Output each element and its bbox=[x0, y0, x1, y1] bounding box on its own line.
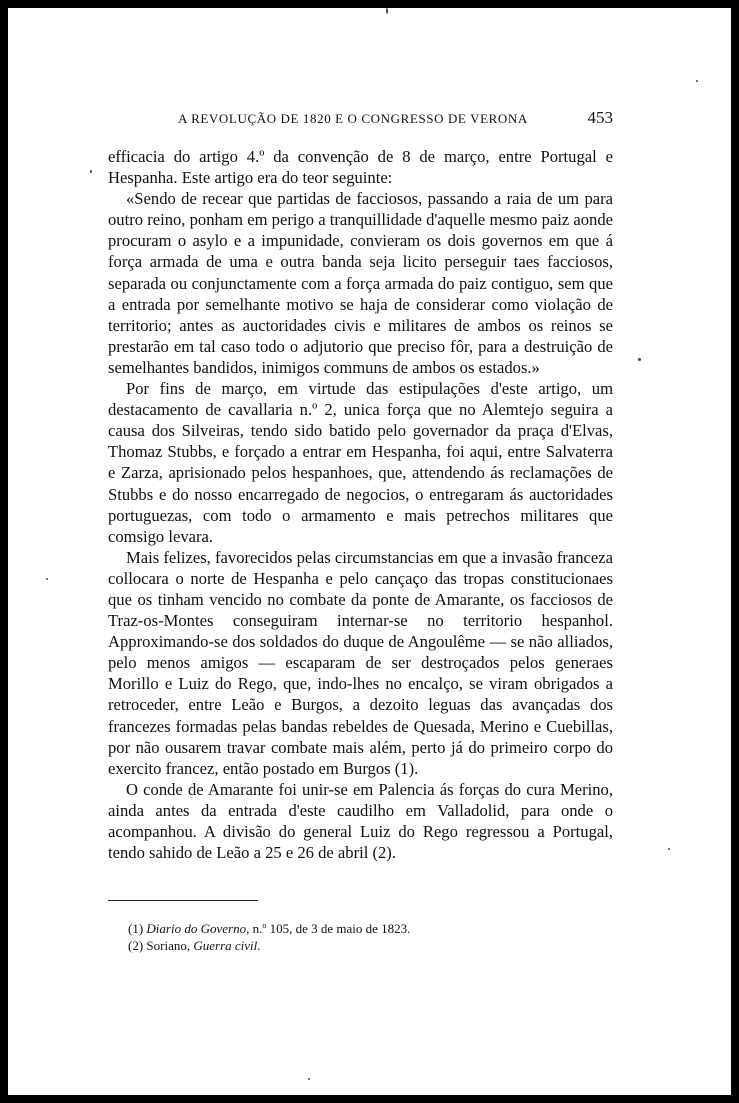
footnote-citation: . bbox=[257, 938, 261, 953]
paper-speck bbox=[386, 8, 388, 14]
footnotes bbox=[128, 920, 608, 954]
paper-speck bbox=[90, 170, 92, 173]
footnote-marker: (1) bbox=[128, 921, 144, 936]
paragraph: Por fins de março, em virtude das estipulações d'este artigo, um destacamento de cavallaria n.º 2, unica força que no Alemtejo seguira a causa dos Silveiras, tendo sido batido pelo governador da praça d'Elvas, Thomaz Stubbs, e forçado a entrar em Hespanha, foi aqui, entre Salvaterra e Zarza, aprisionado pelos hespanhoes, que, attendendo ás reclamações de Stubbs e do nosso encarregado de negocios, o entregaram ás auctoridades portuguezas, com todo o armamento e mais petrechos militares que comsigo levara. bbox=[108, 379, 613, 546]
paragraph: efficacia do artigo 4.º da convenção de 8 de março, entre Portugal e Hespanha. Este artigo era do teor seguinte: bbox=[108, 147, 613, 188]
running-title: A REVOLUÇÃO DE 1820 E O CONGRESSO DE VERONA bbox=[178, 111, 528, 126]
page-number: 453 bbox=[587, 108, 613, 127]
paragraph: Mais felizes, favorecidos pelas circumstancias em que a invasão franceza collocara o norte de Hespanha e pelo cançaço das tropas constitucionaes que os tinham vencido no combate da ponte de Amarante, os facciosos de Traz-os-Montes conseguiram internar-se no territorio hespanhol. Approximando-se dos soldados do duque de Angoulême — se não alliados, pelo menos amigos — escaparam de ser destroçados pelos generaes Morillo e Luiz do Rego, que, indo-lhes no encalço, se viram obrigados a retroceder, entre Leão e Burgos, a dezoito leguas das avançadas dos francezes formadas pelas bandas rebeldes de Quesada, Merino e Cuebillas, por não ousarem travar combate mais além, perto já do primeiro corpo do exercito francez, então postado em Burgos (1). bbox=[108, 547, 613, 778]
paper-speck bbox=[46, 578, 48, 580]
footnote-marker: (2) bbox=[128, 938, 144, 953]
paper-speck bbox=[638, 358, 641, 361]
footnote-rule bbox=[108, 900, 258, 901]
footnote-source-title: Diario do Governo bbox=[146, 921, 247, 936]
footnote-1 bbox=[128, 920, 608, 937]
page-header bbox=[108, 108, 613, 132]
footnote-citation: , n.º 105, de 3 de maio de 1823. bbox=[246, 921, 411, 936]
paper-speck bbox=[308, 1078, 310, 1080]
paper-speck bbox=[668, 848, 670, 850]
body-text bbox=[108, 146, 613, 863]
book-page bbox=[8, 8, 731, 1095]
footnote-2 bbox=[128, 937, 608, 954]
footnote-source-title: Guerra civil bbox=[193, 938, 258, 953]
paragraph: O conde de Amarante foi unir-se em Palencia ás forças do cura Merino, ainda antes da entrada d'este caudilho em Valladolid, para onde o acompanhou. A divisão do general Luiz do Rego regressou a Portugal, tendo sahido de Leão a 25 e 26 de abril (2). bbox=[108, 779, 613, 863]
paragraph-quotation: «Sendo de recear que partidas de facciosos, passando a raia de um para outro reino, ponham em perigo a tranquillidade d'aquelle mesmo paiz aonde procuram o asylo e a impunidade, convieram os dois governos em que á força armada de uma e outra banda seja licito perseguir taes facciosos, separada ou conjunctamente com a força armada do paiz contiguo, sem que a entrada por semelhante motivo se haja de considerar como violação de territorio; antes as auctoridades civis e militares de ambos os reinos se prestarão em tal caso todo o adjutorio que preciso fôr, para a destruição de semelhantes bandidos, inimigos communs de ambos os estados.» bbox=[108, 189, 613, 377]
paper-speck bbox=[696, 80, 698, 82]
footnote-author: Soriano, bbox=[146, 938, 194, 953]
